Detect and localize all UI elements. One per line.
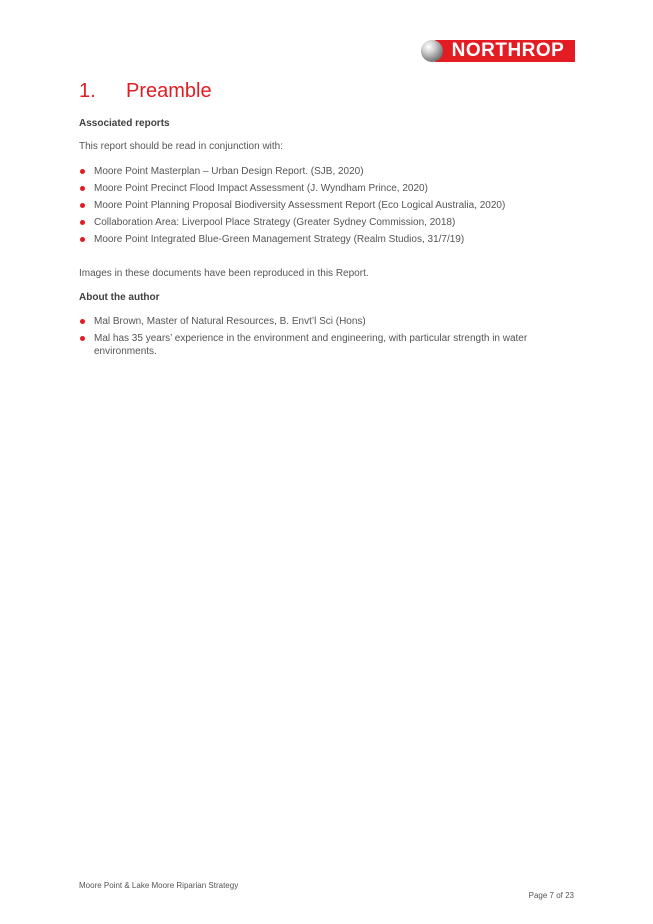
list-item: Moore Point Integrated Blue-Green Management Strategy (Realm Studios, 31/7/19) bbox=[79, 233, 579, 246]
associated-reports-heading: Associated reports bbox=[79, 118, 170, 129]
list-item: Mal Brown, Master of Natural Resources, B. Envt’l Sci (Hons) bbox=[79, 315, 579, 328]
section-number: 1. bbox=[79, 80, 96, 102]
list-item: Moore Point Precinct Flood Impact Assessment (J. Wyndham Prince, 2020) bbox=[79, 182, 579, 195]
list-item: Collaboration Area: Liverpool Place Strategy (Greater Sydney Commission, 2018) bbox=[79, 216, 579, 229]
section-title: Preamble bbox=[126, 80, 212, 102]
list-item: Mal has 35 years’ experience in the environment and engineering, with particular strength in water environments. bbox=[79, 332, 579, 358]
images-note: Images in these documents have been reproduced in this Report. bbox=[79, 268, 369, 279]
list-item: Moore Point Planning Proposal Biodiversity Assessment Report (Eco Logical Australia, 2020) bbox=[79, 199, 579, 212]
sphere-logo-icon bbox=[421, 40, 443, 62]
footer-document-title: Moore Point & Lake Moore Riparian Strategy bbox=[79, 881, 239, 890]
about-author-list bbox=[79, 315, 579, 362]
logo-wordmark: NORTHROP bbox=[435, 40, 575, 62]
list-item: Moore Point Masterplan – Urban Design Report. (SJB, 2020) bbox=[79, 165, 579, 178]
footer-page-number: Page 7 of 23 bbox=[528, 891, 574, 900]
about-author-heading: About the author bbox=[79, 292, 160, 303]
northrop-logo bbox=[421, 39, 575, 63]
associated-reports-intro: This report should be read in conjunction with: bbox=[79, 141, 284, 152]
associated-reports-list bbox=[79, 165, 579, 250]
section-heading bbox=[79, 78, 212, 104]
